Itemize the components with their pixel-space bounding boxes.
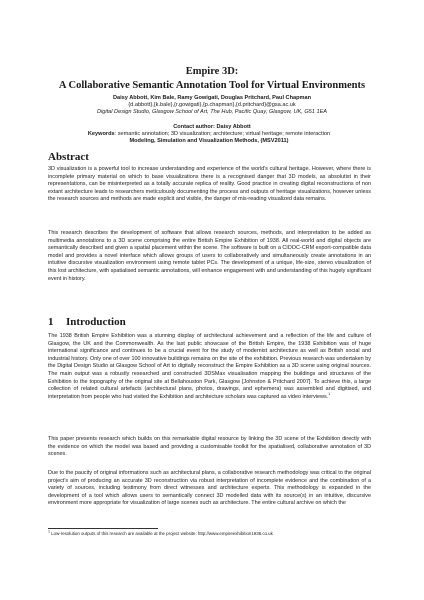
paper-title-line1: Empire 3D: (185, 66, 239, 77)
abstract-paragraph-1: 3D visualization is a powerful tool to increase understanding and experience of the world's cultural heritage. However, where there is incomplete primary material on which to base visualizations there is a recognised danger that 3D models, as absolutist in their representations, can be misinterpreted as a totally accurate replica of reality. Good practice in creating digital reconstructions of non extant architecture leads to researchers meticulously documenting the process and outputs of heritage visualizations, however unless the research sources and methods are made explicit and visible, the danger of mis-reading visualized data remains. (48, 166, 371, 203)
footnote-divider (48, 528, 158, 529)
introduction-paragraph-2: This paper presents research which builds on this remarkable digital resource by linking the 3D scene of the Exhibition directly with the evidence on which the model was based and providing a customisable toolkit for the spatialised, collaborative annotation of 3D scenes. (48, 436, 371, 458)
footnote-text: Low-resolution outputs of this research are available at the project website: http://www.empireexhibition1938.co.uk (50, 531, 273, 536)
footnote-reference[interactable]: 1 (328, 391, 331, 396)
section-number: 1 (48, 316, 54, 328)
keywords-block (48, 131, 370, 145)
paper-title-line2: A Collaborative Semantic Annotation Tool for Virtual Environments (58, 80, 366, 91)
abstract-paragraph-2: This research describes the development of software that allows research sources, methods, and interpretation to be added as multimedia annotations to a 3D scene comprising the entire British Empire Exhibition of 1938. All real-world and digital objects are semantically described and given a spatial placement within the scene. The software is built on a CIDOC-CRM export-compatible data model and provides a novel interface which allows groups of users to collaboratively and simultaneously create annotations in an intuitive discursive visualization environment using remote tablet PCs. The development of a unique, life-size, stereo visualization of this lost architecture, with spatialised semantic annotations, will enhance engagement with and understanding of this hugely significant event in history. (48, 230, 371, 282)
author-list: Daisy Abbott, Kim Bale, Ramy Gowigati, Douglas Pritchard, Paul Chapman (112, 95, 312, 101)
affiliation: Digital Design Studio, Glasgow School of Art, The Hub, Pacific Quay, Glasgow, UK, G51 1EA (96, 109, 328, 115)
introduction-paragraph-3: Due to the paucity of original informations such as architectural plans, a collaborative research methodology was critical to the original project's aim of producing an accurate 3D reconstruction via robust interpretation of incomplete evidence and the combination of a variety of sources, including testimony from direct witnesses and architecture experts. This methodology is expanded in the development of a tool which allows users to semantically connect 3D modelled data with its source(s) in an intuitive, discursive environment more appropriate for visualization of large scenes such as architecture. The entire cultural archive on which the (48, 470, 371, 507)
conference-line (48, 138, 370, 145)
introduction-heading (48, 316, 126, 328)
abstract-heading: Abstract (48, 151, 89, 163)
section-title: Introduction (66, 316, 126, 328)
introduction-paragraph-1 (48, 333, 371, 401)
conference-name: Modeling, Simulation and Visualization Methods, (MSV2011) (129, 138, 289, 144)
keywords-text: : semantic annotation; 3D visualization; architecture; virtual heritage; remote interaction (114, 131, 331, 137)
keywords-label: Keywords (87, 131, 115, 137)
footnote (48, 531, 371, 537)
introduction-paragraph-1-text: The 1938 British Empire Exhibition was a stunning display of architectural achievement and a reflection of the life and culture of Glasgow, the UK and the Commonwealth. As the last public showcase of the British Empire, the 1938 Exhibition was of huge international significance and continues to be a crucial event for the study of modernist architecture as well as British social and industrial history. Only one of over 100 innovative buildings remains on the site of the exhibition. Previous research was undertaken by the Digital Design Studio at Glasgow School of Art to digitally reconstruct the Empire Exhibition as a 3D scene using original sources. The main output was a robustly researched and constructed 3DSMax visualisation mapping the buildings and structures of the Exhibition to the topography of the original site at Bellahouston Park, Glasgow [Johnston & Pritchard 2007]. To achieve this, a large collection of related cultural artefacts (architectural plans, photos, drawings, and ephemera) was assembled and digitised, and interpretation from people who had visited the Exhibition and architecture scholars was captured as video interviews. (48, 333, 371, 400)
author-emails: {d.abbott},{k.bale},{r.gowigati},{p.chapman},{d.pritchard}@gsa.ac.uk (128, 102, 296, 108)
contact-author: Contact author: Daisy Abbott (173, 124, 251, 130)
keywords-line (48, 131, 370, 138)
footnote-mark: 1 (48, 529, 50, 534)
